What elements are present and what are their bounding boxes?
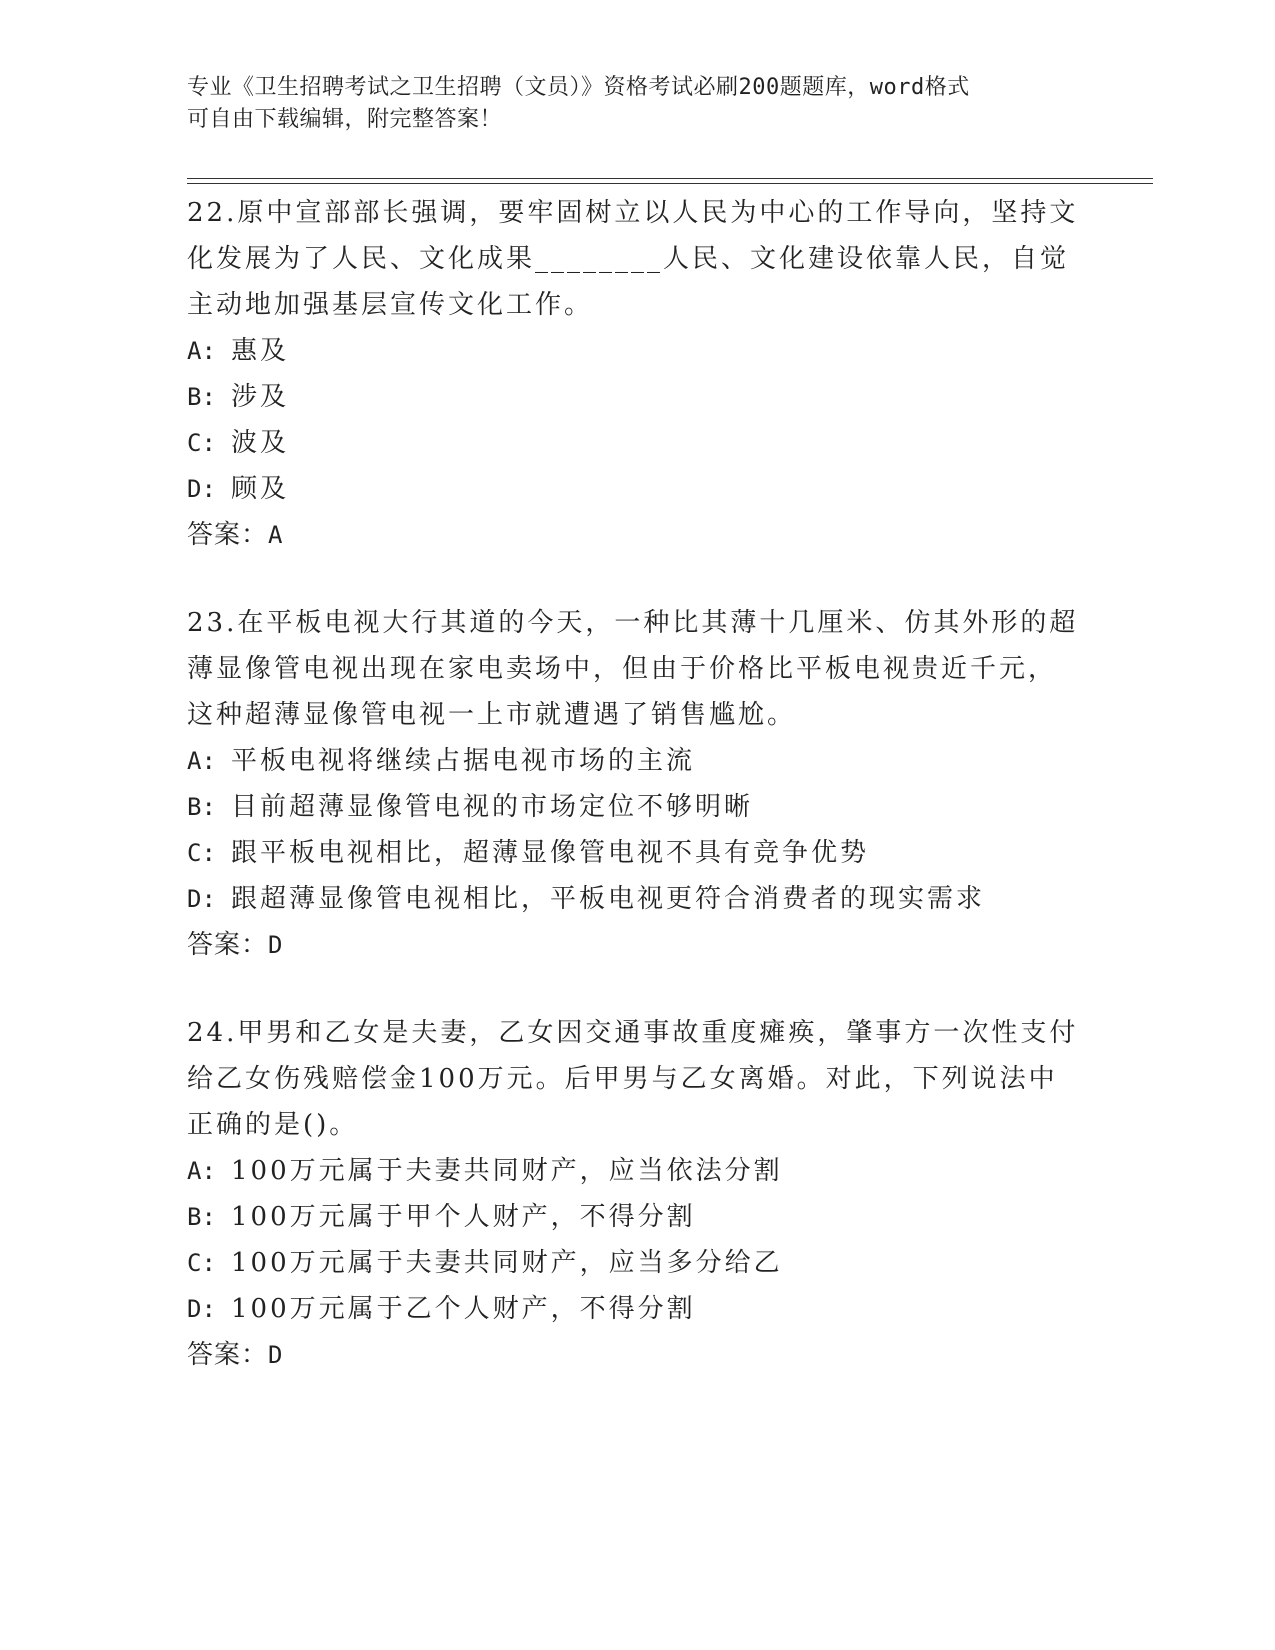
option-d xyxy=(187,876,1087,922)
option-key: A: xyxy=(187,747,216,775)
option-text: 100万元属于夫妻共同财产，应当依法分割 xyxy=(231,1156,783,1186)
answer-label: 答案： xyxy=(187,1340,269,1370)
option-a xyxy=(187,738,1087,784)
answer-line xyxy=(187,1332,1087,1378)
stem-line: 24.甲男和乙女是夫妻，乙女因交通事故重度瘫痪，肇事方一次性支付 xyxy=(187,1018,1079,1048)
question-stem xyxy=(187,1010,1087,1148)
answer-value: D xyxy=(268,931,284,959)
option-b xyxy=(187,1194,1087,1240)
answer-label: 答案： xyxy=(187,520,269,550)
option-text: 100万元属于乙个人财产，不得分割 xyxy=(231,1294,696,1324)
option-key: B: xyxy=(187,1203,216,1231)
option-text: 跟超薄显像管电视相比，平板电视更符合消费者的现实需求 xyxy=(231,884,986,914)
option-c xyxy=(187,830,1087,876)
option-d xyxy=(187,466,1087,512)
option-d xyxy=(187,1286,1087,1332)
answer-line xyxy=(187,512,1087,558)
option-text: 惠及 xyxy=(231,336,290,366)
stem-line: 22.原中宣部部长强调，要牢固树立以人民为中心的工作导向，坚持文 xyxy=(187,198,1079,228)
question-24 xyxy=(187,1010,1087,1378)
header-line-1: 专业《卫生招聘考试之卫生招聘（文员）》资格考试必刷200题题库，word格式 xyxy=(187,75,970,100)
question-stem xyxy=(187,190,1087,328)
question-stem xyxy=(187,600,1087,738)
option-key: B: xyxy=(187,793,216,821)
stem-line: 主动地加强基层宣传文化工作。 xyxy=(187,290,594,320)
option-key: C: xyxy=(187,429,216,457)
option-a xyxy=(187,1148,1087,1194)
answer-value: D xyxy=(268,1341,284,1369)
stem-line: 正确的是()。 xyxy=(187,1110,359,1140)
option-key: A: xyxy=(187,1157,216,1185)
answer-value: A xyxy=(268,521,284,549)
option-text: 100万元属于夫妻共同财产，应当多分给乙 xyxy=(231,1248,783,1278)
answer-line xyxy=(187,922,1087,968)
header-divider-top xyxy=(187,178,1153,179)
stem-line: 薄显像管电视出现在家电卖场中，但由于价格比平板电视贵近千元， xyxy=(187,654,1058,684)
question-23 xyxy=(187,600,1087,968)
header-line-2: 可自由下载编辑，附完整答案！ xyxy=(187,107,503,132)
option-key: D: xyxy=(187,885,216,913)
document-header xyxy=(187,72,1067,136)
option-c xyxy=(187,420,1087,466)
option-b xyxy=(187,374,1087,420)
option-text: 涉及 xyxy=(231,382,290,412)
option-key: D: xyxy=(187,475,216,503)
answer-label: 答案： xyxy=(187,930,269,960)
option-key: C: xyxy=(187,1249,216,1277)
stem-line: 这种超薄显像管电视一上市就遭遇了销售尴尬。 xyxy=(187,700,797,730)
option-a xyxy=(187,328,1087,374)
question-22 xyxy=(187,190,1087,558)
option-key: C: xyxy=(187,839,216,867)
header-divider-bottom xyxy=(187,183,1153,184)
option-key: A: xyxy=(187,337,216,365)
option-b xyxy=(187,784,1087,830)
option-key: D: xyxy=(187,1295,216,1323)
stem-line: 给乙女伤残赔偿金100万元。后甲男与乙女离婚。对此，下列说法中 xyxy=(187,1064,1058,1094)
option-text: 顾及 xyxy=(231,474,290,504)
stem-line: 23.在平板电视大行其道的今天，一种比其薄十几厘米、仿其外形的超 xyxy=(187,608,1079,638)
option-key: B: xyxy=(187,383,216,411)
option-text: 目前超薄显像管电视的市场定位不够明晰 xyxy=(231,792,754,822)
option-text: 100万元属于甲个人财产，不得分割 xyxy=(231,1202,696,1232)
option-c xyxy=(187,1240,1087,1286)
stem-line: 化发展为了人民、文化成果________人民、文化建设依靠人民，自觉 xyxy=(187,244,1070,274)
option-text: 跟平板电视相比，超薄显像管电视不具有竞争优势 xyxy=(231,838,870,868)
option-text: 平板电视将继续占据电视市场的主流 xyxy=(231,746,696,776)
option-text: 波及 xyxy=(231,428,290,458)
